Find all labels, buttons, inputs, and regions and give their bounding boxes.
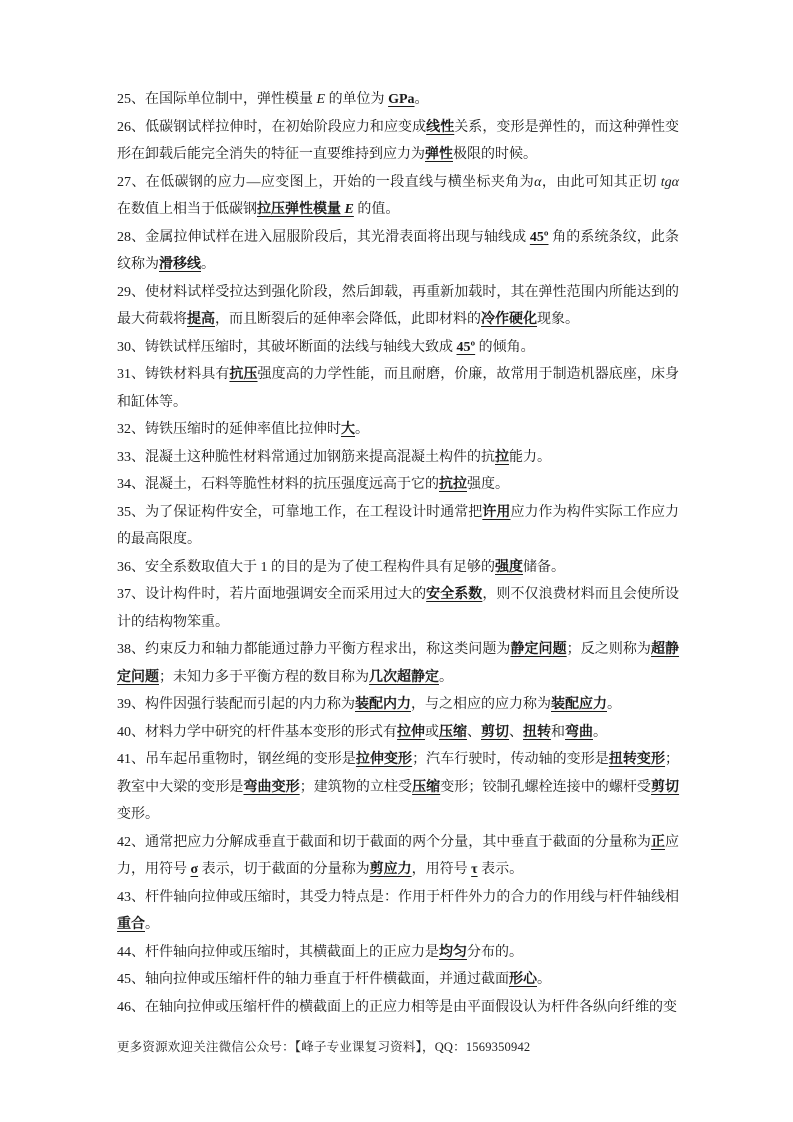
item-answer-text: 弹性 xyxy=(425,147,453,162)
item-answer-text: E xyxy=(316,92,326,107)
item-answer-text: 抗压 xyxy=(229,367,258,382)
item-text: ，则不仅浪费材料而且会使所设计的结构物笨重。 xyxy=(117,587,680,630)
item-text: 强度。 xyxy=(467,477,509,492)
item-answer-text: 均匀 xyxy=(439,944,467,960)
list-item xyxy=(117,444,679,472)
item-text: 。 xyxy=(145,917,159,932)
item-text: 使材料试样受拉达到强化阶段，然后卸载，再重新加载时，其在弹性范围内所能达到的最大荷载将 xyxy=(117,284,680,327)
item-text: 。 xyxy=(201,257,215,272)
list-item xyxy=(117,691,679,719)
list-item xyxy=(117,499,679,554)
item-answer-text: 弯曲变形 xyxy=(243,779,300,795)
item-text: 的值。 xyxy=(353,202,400,217)
item-answer-text: 线性 xyxy=(426,119,455,135)
item-text: 极限的时候。 xyxy=(453,147,537,162)
item-number: 28、 xyxy=(117,229,146,245)
item-answer-text: 装配应力 xyxy=(551,697,607,712)
item-text: 通常把应力分解成垂直于截面和切于截面的两个分量，其中垂直于截面的分量称为 xyxy=(145,834,651,850)
item-text: 。 xyxy=(439,669,453,685)
item-answer-text: E xyxy=(344,202,354,217)
list-item xyxy=(117,554,679,582)
item-text: 在数值上相当于低碳钢 xyxy=(117,202,257,217)
item-number: 36、 xyxy=(117,559,145,575)
item-text: 杆件轴向拉伸或压缩时，其受力特点是：作用于杆件外力的合力的作用线与杆件轴线相 xyxy=(145,889,680,905)
list-item xyxy=(117,746,679,829)
item-answer-text: 冷作硬化 xyxy=(481,312,537,327)
item-number: 42、 xyxy=(117,834,146,850)
item-text: 关系，变形是弹性的，而这种弹性变形在卸载后能完全消失的特征一直要维持到应力为 xyxy=(117,119,680,162)
item-text: 储备。 xyxy=(523,559,565,575)
list-item xyxy=(117,416,679,444)
item-answer-text: 抗拉 xyxy=(439,477,467,492)
item-answer-text: 45º xyxy=(529,229,549,245)
item-answer-text: 形心 xyxy=(509,972,537,987)
item-answer-text: 拉 xyxy=(495,449,509,465)
list-item xyxy=(117,471,679,499)
item-answer-text: 拉伸变形 xyxy=(355,752,413,767)
item-number: 45、 xyxy=(117,972,145,987)
item-text: 或 xyxy=(425,724,439,740)
item-answer-text: 拉伸 xyxy=(397,724,425,740)
item-number: 46、 xyxy=(117,999,145,1015)
list-item xyxy=(117,361,679,416)
item-number: 35、 xyxy=(117,504,146,520)
item-text: 在低碳钢的应力—应变图上，开始的一段直线与横坐标夹角为 xyxy=(145,174,535,190)
item-text: 强度高的力学性能，而且耐磨，价廉，故常用于制造机器底座，床身和缸体等。 xyxy=(117,367,680,410)
item-number: 39、 xyxy=(117,697,145,712)
item-text: 表示，切于截面的分量称为 xyxy=(198,862,370,877)
item-text: 。 xyxy=(607,697,621,712)
item-text: 杆件轴向拉伸或压缩时，其横截面上的正应力是 xyxy=(145,944,439,960)
item-answer-text: 扭转变形 xyxy=(608,752,666,767)
item-text: 变形；铰制孔螺栓连接中的螺杆受 xyxy=(440,779,651,795)
item-number: 29、 xyxy=(117,284,146,300)
list-item xyxy=(117,279,679,334)
item-number: 41、 xyxy=(117,752,146,767)
item-answer-text: 剪切 xyxy=(651,779,680,795)
item-answer-text: 压缩 xyxy=(412,779,441,795)
item-text: 构件因强行装配而引起的内力称为 xyxy=(145,697,355,712)
item-text: 低碳钢试样拉伸时，在初始阶段应力和应变成 xyxy=(145,119,427,135)
list-item xyxy=(117,636,679,691)
item-answer-text: 正 xyxy=(650,834,666,850)
item-text: 变形。 xyxy=(117,807,159,822)
item-number: 44、 xyxy=(117,944,145,960)
item-text: ；建筑物的立柱受 xyxy=(299,779,413,795)
list-item xyxy=(117,829,679,884)
item-text: 。 xyxy=(414,92,429,107)
item-text: 混凝土这种脆性材料常通过加钢筋来提高混凝土构件的抗 xyxy=(145,449,495,465)
item-answer-text: 几次超静定 xyxy=(369,669,439,685)
item-answer-text: 静定问题 xyxy=(510,642,567,657)
item-text: 和 xyxy=(551,724,565,740)
item-number: 43、 xyxy=(117,889,146,905)
list-item xyxy=(117,884,679,939)
item-answer-text: 拉压弹性模量 xyxy=(257,202,345,217)
item-text: ；教室中大梁的变形是 xyxy=(117,752,680,795)
item-text: ，由此可知其正切 xyxy=(541,174,661,190)
list-item xyxy=(117,224,679,279)
item-text: 轴向拉伸或压缩杆件的轴力垂直于杆件横截面，并通过截面 xyxy=(145,972,509,987)
list-item xyxy=(117,939,679,967)
item-text: 能力。 xyxy=(509,449,551,465)
item-text: 在国际单位制中，弹性模量 xyxy=(145,92,317,107)
item-number: 32、 xyxy=(117,422,145,437)
item-text: ；汽车行驶时，传动轴的变形是 xyxy=(412,752,609,767)
item-answer-text: 安全系数 xyxy=(426,587,483,602)
list-item xyxy=(117,994,679,1022)
item-text: 、 xyxy=(509,724,523,740)
item-text: 。 xyxy=(537,972,551,987)
item-answer-text: 装配内力 xyxy=(355,697,411,712)
item-answer-text: GPa xyxy=(388,92,415,107)
item-number: 33、 xyxy=(117,449,145,465)
list-item xyxy=(117,334,679,362)
item-number: 31、 xyxy=(117,367,146,382)
item-answer-text: 45º xyxy=(456,339,476,355)
item-answer-text: 许用 xyxy=(482,504,511,520)
item-text: 现象。 xyxy=(537,312,579,327)
item-text: 约束反力和轴力都能通过静力平衡方程求出，称这类问题为 xyxy=(145,642,511,657)
list-item xyxy=(117,966,679,994)
item-answer-text: 滑移线 xyxy=(159,257,201,272)
item-text: ，与之相应的应力称为 xyxy=(411,697,551,712)
item-number: 34、 xyxy=(117,477,145,492)
item-answer-text: 弯曲 xyxy=(565,724,593,740)
item-answer-text: 大 xyxy=(341,422,355,437)
item-text: 的单位为 xyxy=(325,92,389,107)
item-number: 40、 xyxy=(117,724,145,740)
item-text: 铸铁试样压缩时，其破坏断面的法线与轴线大致成 xyxy=(145,339,457,355)
list-item xyxy=(117,719,679,747)
item-text: 铸铁压缩时的延伸率值比拉伸时 xyxy=(145,422,341,437)
document-body xyxy=(117,86,679,1021)
item-text: ；反之则称为 xyxy=(566,642,651,657)
item-answer-text: 超静定问题 xyxy=(117,642,680,685)
item-text: 吊车起吊重物时，钢丝绳的变形是 xyxy=(145,752,356,767)
item-text: ，而且断裂后的延伸率会降低，此即材料的 xyxy=(215,312,481,327)
item-text: 铸铁材料具有 xyxy=(145,367,230,382)
item-text: 混凝土，石料等脆性材料的抗压强度远高于它的 xyxy=(145,477,439,492)
item-answer-text: τ xyxy=(471,862,478,877)
item-number: 38、 xyxy=(117,642,146,657)
item-text: 为了保证构件安全，可靠地工作，在工程设计时通常把 xyxy=(145,504,483,520)
footer-text: 更多资源欢迎关注微信公众号：【峰子专业课复习资料】，QQ：1569350942 xyxy=(117,1040,531,1054)
list-item xyxy=(117,169,679,224)
item-text: ，用符号 xyxy=(411,862,472,877)
page-footer xyxy=(117,1038,679,1056)
item-answer-text: 重合 xyxy=(117,917,145,932)
item-answer-text: 提高 xyxy=(187,312,215,327)
item-text: ；未知力多于平衡方程的数目称为 xyxy=(159,669,369,685)
item-answer-text: σ xyxy=(190,862,199,877)
item-answer-text: 压缩 xyxy=(439,724,467,740)
item-number: 37、 xyxy=(117,587,146,602)
item-text: 。 xyxy=(593,724,607,740)
item-text: 应力，用符号 xyxy=(117,834,680,877)
item-answer-text: α xyxy=(534,174,542,190)
list-item xyxy=(117,114,679,169)
item-number: 26、 xyxy=(117,119,146,135)
item-answer-text: 扭转 xyxy=(523,724,551,740)
item-text: 设计构件时，若片面地强调安全而采用过大的 xyxy=(145,587,427,602)
item-number: 25、 xyxy=(117,92,145,107)
item-answer-text: tgα xyxy=(660,174,680,190)
item-text: 安全系数取值大于 1 的目的是为了使工程构件具有足够的 xyxy=(145,559,495,575)
item-text: 的倾角。 xyxy=(475,339,535,355)
item-text: 金属拉伸试样在进入屈服阶段后，其光滑表面将出现与轴线成 xyxy=(145,229,530,245)
item-answer-text: 剪切 xyxy=(481,724,509,740)
item-text: 、 xyxy=(467,724,481,740)
item-text: 角的系统条纹，此条纹称为 xyxy=(117,229,680,272)
item-text: 分布的。 xyxy=(467,944,523,960)
item-answer-text: 剪应力 xyxy=(369,862,412,877)
item-number: 30、 xyxy=(117,339,145,355)
list-item xyxy=(117,581,679,636)
item-text: 在轴向拉伸或压缩杆件的横截面上的正应力相等是由平面假设认为杆件各纵向纤维的变 xyxy=(145,999,677,1015)
item-number: 27、 xyxy=(117,174,146,190)
item-text: 应力作为构件实际工作应力的最高限度。 xyxy=(117,504,680,547)
item-text: 。 xyxy=(355,422,369,437)
item-text: 表示。 xyxy=(477,862,524,877)
item-text: 材料力学中研究的杆件基本变形的形式有 xyxy=(145,724,397,740)
item-answer-text: 强度 xyxy=(495,559,523,575)
list-item xyxy=(117,86,679,114)
